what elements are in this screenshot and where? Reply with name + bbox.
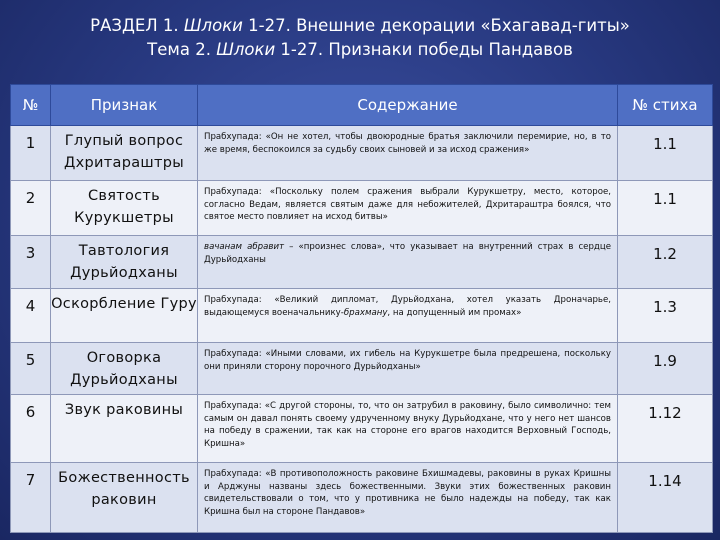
row-content bbox=[198, 289, 618, 343]
row-sign: Тавтология Дурьйодханы bbox=[51, 236, 198, 289]
row-content: Прабхупада: «В противоположность раковине Бхишмадевы, раковины в руках Кришны и Арджуны названы здесь божественными. Звуки этих божественных раковин свидетельствовали о том, что у противника не было надежды на победу, так как Кришна был на стороне Пандавов» bbox=[198, 463, 618, 533]
table-row bbox=[11, 463, 713, 533]
row-content: Прабхупада: «С другой стороны, то, что он затрубил в раковину, было символично: тем самым он давал понять своему удрученному внуку Дурьйодхане, что у него нет шансов на победу в сражении, так как на стороне его врагов находится Верховный Господь, Кришна» bbox=[198, 395, 618, 463]
row-number: 6 bbox=[11, 395, 51, 463]
row-content bbox=[198, 236, 618, 289]
row-number: 7 bbox=[11, 463, 51, 533]
title-line-2: Тема 2. Шлоки 1-27. Признаки победы Пандавов bbox=[147, 40, 573, 59]
row-verse: 1.2 bbox=[618, 236, 713, 289]
content-text: Прабхупада: «Великий дипломат, Дурьйодхана, хотел указать Дроначарье, выдающемуся военачальнику- bbox=[204, 295, 611, 318]
table-header-row bbox=[11, 85, 713, 126]
table-row bbox=[11, 289, 713, 343]
row-number: 2 bbox=[11, 181, 51, 236]
row-sign: Оговорка Дурьйодханы bbox=[51, 343, 198, 395]
row-number: 5 bbox=[11, 343, 51, 395]
row-verse: 1.3 bbox=[618, 289, 713, 343]
row-number: 4 bbox=[11, 289, 51, 343]
row-content: Прабхупада: «Поскольку полем сражения выбрали Курукшетру, место, которое, согласно Ведам, является святым даже для небожителей, Дхритараштра боялся, что святое место повлияет на исход битвы» bbox=[198, 181, 618, 236]
header-content: Содержание bbox=[198, 85, 618, 126]
table-row bbox=[11, 395, 713, 463]
row-verse: 1.1 bbox=[618, 181, 713, 236]
slide-title bbox=[0, 14, 720, 62]
row-verse: 1.1 bbox=[618, 126, 713, 181]
header-number: № bbox=[11, 85, 51, 126]
row-content: Прабхупада: «Иными словами, их гибель на Курукшетре была предрешена, поскольку они приняли сторону порочного Дурьйодханы» bbox=[198, 343, 618, 395]
row-number: 3 bbox=[11, 236, 51, 289]
signs-table bbox=[10, 84, 713, 533]
title-line-1: РАЗДЕЛ 1. Шлоки 1-27. Внешние декорации «Бхагавад-гиты» bbox=[90, 16, 630, 35]
table-row bbox=[11, 126, 713, 181]
row-sign: Божественность раковин bbox=[51, 463, 198, 533]
row-verse: 1.9 bbox=[618, 343, 713, 395]
content-text-end: , на допущенный им промах» bbox=[387, 307, 522, 318]
table-row bbox=[11, 343, 713, 395]
row-sign: Звук раковины bbox=[51, 395, 198, 463]
content-italic: вачанам абравит bbox=[204, 242, 285, 252]
row-number: 1 bbox=[11, 126, 51, 181]
table-row bbox=[11, 181, 713, 236]
header-sign: Признак bbox=[51, 85, 198, 126]
content-text: – «произнес слова», что указывает на внутренний страх в сердце Дурьйодханы bbox=[204, 242, 612, 265]
row-sign: Святость Курукшетры bbox=[51, 181, 198, 236]
header-verse: № стиха bbox=[618, 85, 713, 126]
content-italic: брахману bbox=[343, 307, 388, 318]
table-row bbox=[11, 236, 713, 289]
row-verse: 1.12 bbox=[618, 395, 713, 463]
row-sign: Глупый вопрос Дхритараштры bbox=[51, 126, 198, 181]
row-content: Прабхупада: «Он не хотел, чтобы двоюродные братья заключили перемирие, но, в то же время, беспокоился за судьбу своих сыновей и за исход сражения» bbox=[198, 126, 618, 181]
row-verse: 1.14 bbox=[618, 463, 713, 533]
row-sign: Оскорбление Гуру bbox=[51, 289, 198, 343]
